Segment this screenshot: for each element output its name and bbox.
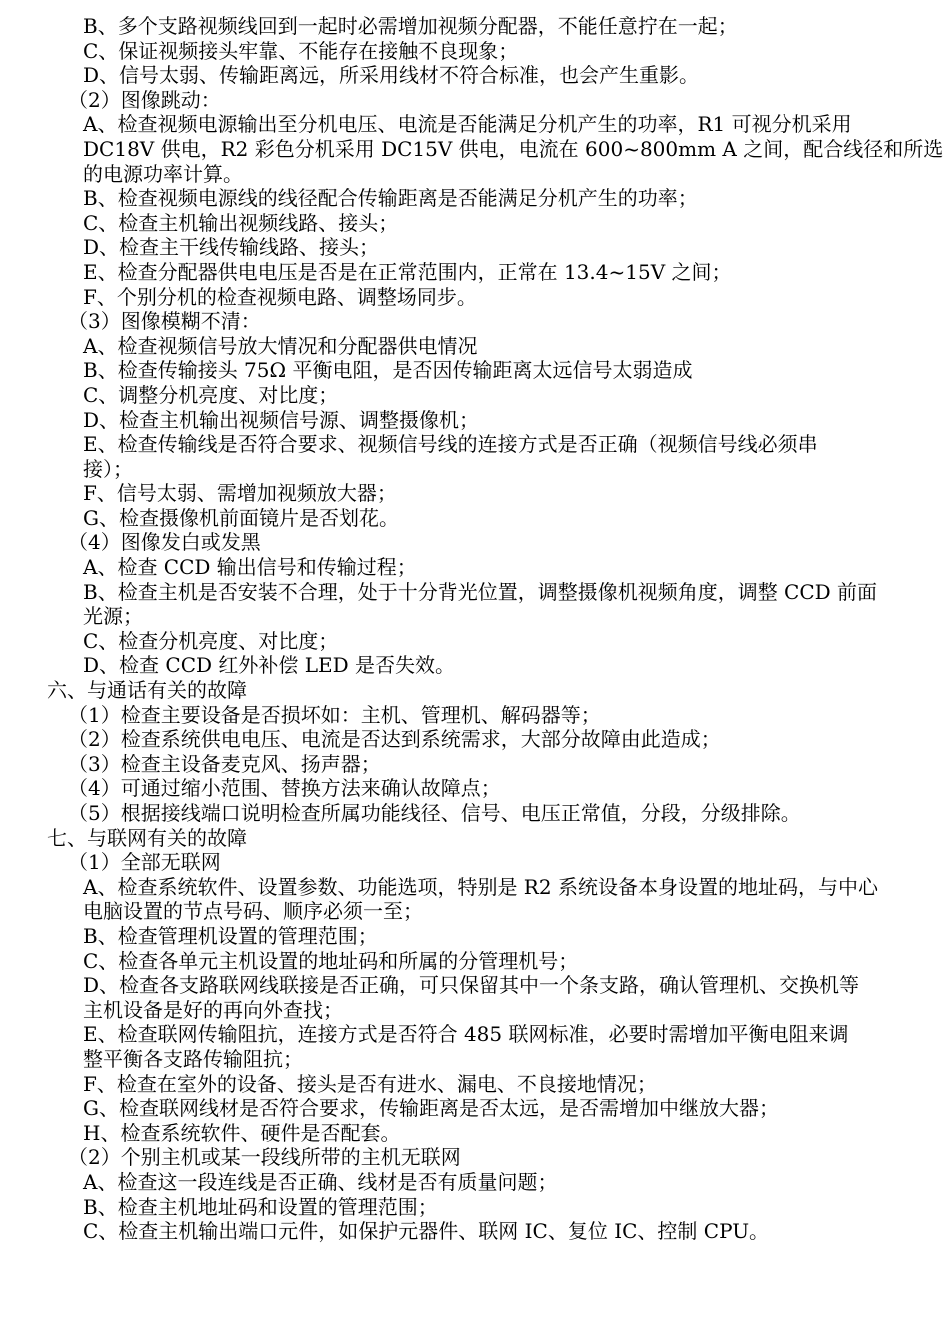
paragraph-line: B、检查管理机设置的管理范围； — [83, 923, 378, 948]
subsection-heading: （5）根据接线端口说明检查所属功能线径、信号、电压正常值，分段，分级排除。 — [68, 801, 801, 825]
section-heading: 六、与通话有关的故障 — [47, 678, 247, 703]
paragraph-line: G、检查摄像机前面镜片是否划花。 — [83, 505, 399, 530]
paragraph-line: C、保证视频接头牢靠、不能存在接触不良现象； — [83, 38, 519, 63]
subsection-heading: （2）图像跳动： — [68, 87, 221, 112]
paragraph-line: A、检查 CCD 输出信号和传输过程； — [83, 555, 417, 580]
paragraph-line: E、检查联网传输阻抗，连接方式是否符合 485 联网标准，必要时需增加平衡电阻来调 — [83, 1022, 849, 1047]
paragraph-line: A、检查这一段连线是否正确、线材是否有质量问题； — [83, 1169, 558, 1194]
paragraph-line: C、调整分机亮度、对比度； — [83, 382, 339, 407]
subsection-heading: （3）图像模糊不清： — [68, 309, 261, 334]
subsection-heading: （1）全部无联网 — [68, 850, 221, 875]
paragraph-line: B、多个支路视频线回到一起时必需增加视频分配器，不能任意拧在一起； — [83, 14, 738, 38]
paragraph-line: B、检查主机地址码和设置的管理范围； — [83, 1194, 438, 1219]
subsection-heading: （4）图像发白或发黑 — [68, 530, 261, 555]
paragraph-line: 电脑设置的节点号码、顺序必须一至； — [83, 899, 423, 924]
paragraph-line: F、检查在室外的设备、接头是否有进水、漏电、不良接地情况； — [83, 1071, 657, 1096]
paragraph-line: C、检查分机亮度、对比度； — [83, 628, 339, 653]
paragraph-line: D、检查主干线传输线路、接头； — [83, 235, 380, 260]
paragraph-line: B、检查视频电源线的线径配合传输距离是否能满足分机产生的功率； — [83, 186, 698, 211]
paragraph-line: 光源； — [83, 604, 143, 629]
subsection-heading: （1）检查主要设备是否损坏如：主机、管理机、解码器等； — [68, 702, 601, 727]
paragraph-line: 主机设备是好的再向外查找； — [83, 997, 343, 1022]
paragraph-line: A、检查系统软件、设置参数、功能选项，特别是 R2 系统设备本身设置的地址码，与中心 — [83, 874, 878, 899]
paragraph-line: C、检查各单元主机设置的地址码和所属的分管理机号； — [83, 948, 579, 973]
paragraph-line: B、检查主机是否安装不合理，处于十分背光位置，调整摄像机视频角度，调整 CCD 前面 — [83, 579, 878, 604]
paragraph-line: H、检查系统软件、硬件是否配套。 — [83, 1120, 401, 1145]
paragraph-line: 整平衡各支路传输阻抗； — [83, 1046, 303, 1071]
paragraph-line: E、检查分配器供电电压是否是在正常范围内，正常在 13.4~15V 之间； — [83, 259, 732, 284]
subsection-heading: （4）可通过缩小范围、替换方法来确认故障点； — [68, 776, 501, 801]
paragraph-line: D、检查 CCD 红外补偿 LED 是否失效。 — [83, 653, 456, 678]
paragraph-line: DC18V 供电，R2 彩色分机采用 DC15V 供电，电流在 600~800mm A 之间，配合线径和所选 — [83, 136, 944, 161]
section-heading: 七、与联网有关的故障 — [47, 825, 247, 850]
paragraph-line: D、检查主机输出视频信号源、调整摄像机； — [83, 407, 480, 432]
subsection-heading: （2）个别主机或某一段线所带的主机无联网 — [68, 1145, 461, 1170]
paragraph-line: 接）； — [83, 456, 133, 481]
paragraph-line: C、检查主机输出视频线路、接头； — [83, 210, 399, 235]
paragraph-line: D、信号太弱、传输距离远，所采用线材不符合标准，也会产生重影。 — [83, 63, 700, 88]
paragraph-line: D、检查各支路联网线联接是否正确，可只保留其中一个条支路，确认管理机、交换机等 — [83, 973, 860, 998]
paragraph-line: F、信号太弱、需增加视频放大器； — [83, 481, 397, 506]
subsection-heading: （2）检查系统供电电压、电流是否达到系统需求，大部分故障由此造成； — [68, 727, 721, 752]
subsection-heading: （3）检查主设备麦克风、扬声器； — [68, 751, 381, 776]
paragraph-line: A、检查视频电源输出至分机电压、电流是否能满足分机产生的功率，R1 可视分机采用 — [83, 112, 852, 137]
paragraph-line: G、检查联网线材是否符合要求，传输距离是否太远，是否需增加中继放大器； — [83, 1096, 779, 1121]
paragraph-line: 的电源功率计算。 — [83, 161, 243, 186]
paragraph-line: A、检查视频信号放大情况和分配器供电情况 — [83, 333, 478, 358]
paragraph-line: C、检查主机输出端口元件，如保护元器件、联网 IC、复位 IC、控制 CPU。 — [83, 1219, 770, 1244]
paragraph-line: E、检查传输线是否符合要求、视频信号线的连接方式是否正确（视频信号线必须串 — [83, 432, 818, 457]
document-page — [0, 14, 950, 1244]
paragraph-line: F、个别分机的检查视频电路、调整场同步。 — [83, 284, 477, 309]
paragraph-line: B、检查传输接头 75Ω 平衡电阻，是否因传输距离太远信号太弱造成 — [83, 358, 693, 383]
